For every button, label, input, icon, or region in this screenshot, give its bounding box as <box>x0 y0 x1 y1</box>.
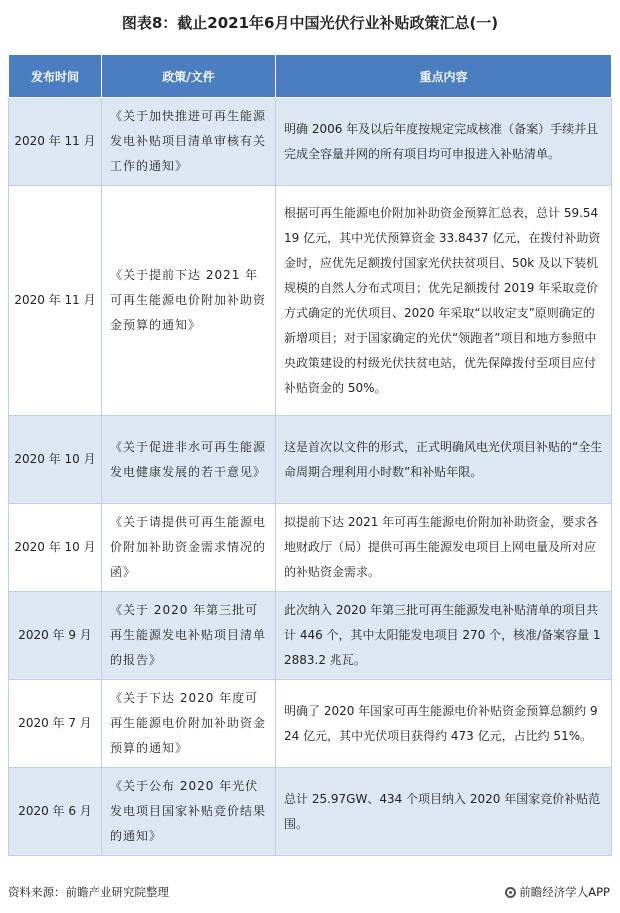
brand-label: 前瞻经济学人APP <box>519 885 610 899</box>
table-row <box>9 680 612 768</box>
row-content: 此次纳入 2020 年第三批可再生能源发电补贴清单的项目共计 446 个，其中太阳能发电项目 270 个，核准/备案容量 12883.2 兆瓦。 <box>276 592 612 680</box>
row-date: 2020 年 11 月 <box>9 98 102 186</box>
row-content: 拟提前下达 2021 年可再生能源电价附加补助资金，要求各地财政厅（局）提供可再生能源发电项目上网电量及所对应的补贴资金需求。 <box>276 504 612 592</box>
header-document: 政策/文件 <box>102 55 276 98</box>
row-content: 总计 25.97GW、434 个项目纳入 2020 年国家竞价补贴范围。 <box>276 768 612 856</box>
row-document: 《关于提前下达 2021 年可再生能源电价附加补助资金预算的通知》 <box>102 186 276 416</box>
row-document: 《关于公布 2020 年光伏发电项目国家补贴竞价结果的通知》 <box>102 768 276 856</box>
table-row <box>9 416 612 504</box>
row-document: 《关于请提供可再生能源电价附加补助资金需求情况的函》 <box>102 504 276 592</box>
row-date: 2020 年 7 月 <box>9 680 102 768</box>
header-date: 发布时间 <box>9 55 102 98</box>
policy-table <box>8 54 612 856</box>
row-date: 2020 年 10 月 <box>9 416 102 504</box>
table-row <box>9 186 612 416</box>
brand-logo-icon <box>505 887 516 898</box>
table-row <box>9 768 612 856</box>
table-row <box>9 592 612 680</box>
row-date: 2020 年 9 月 <box>9 592 102 680</box>
row-document: 《关于 2020 年第三批可再生能源发电补贴项目清单的报告》 <box>102 592 276 680</box>
table-header-row <box>9 55 612 98</box>
header-content: 重点内容 <box>276 55 612 98</box>
table-row <box>9 98 612 186</box>
brand-credit <box>505 884 610 900</box>
row-document: 《关于加快推进可再生能源发电补贴项目清单审核有关工作的通知》 <box>102 98 276 186</box>
table-row <box>9 504 612 592</box>
row-date: 2020 年 10 月 <box>9 504 102 592</box>
row-document: 《关于下达 2020 年度可再生能源电价附加补助资金预算的通知》 <box>102 680 276 768</box>
row-date: 2020 年 6 月 <box>9 768 102 856</box>
row-content: 明确了 2020 年国家可再生能源电价补贴资金预算总额约 924 亿元，其中光伏项目获得约 473 亿元，占比约 51%。 <box>276 680 612 768</box>
source-note: 资料来源：前瞻产业研究院整理 <box>8 885 169 899</box>
row-document: 《关于促进非水可再生能源发电健康发展的若干意见》 <box>102 416 276 504</box>
row-content: 这是首次以文件的形式，正式明确风电光伏项目补贴的“全生命周期合理利用小时数”和补贴年限。 <box>276 416 612 504</box>
page-title: 图表8：截止2021年6月中国光伏行业补贴政策汇总(一) <box>121 14 499 32</box>
row-date: 2020 年 11 月 <box>9 186 102 416</box>
row-content: 明确 2006 年及以后年度按规定完成核准（备案）手续并且完成全容量并网的所有项目均可申报进入补贴清单。 <box>276 98 612 186</box>
row-content: 根据可再生能源电价附加补助资金预算汇总表，总计 59.5419 亿元，其中光伏预算资金 33.8437 亿元，在拨付补助资金时，应优先足额拨付国家光伏扶贫项目、50k 及以下装机规模的自然人分布式项目；优先足额拨付 2019 年采取竞价方式确定的光伏项目、2020 年采取“以收定支”原则确定的新增项目；对于国家确定的光伏“领跑者”项目和地方参照中央政策建设的村级光伏扶贫电站，优先保障拨付至项目应付补贴资金的 50%。 <box>276 186 612 416</box>
